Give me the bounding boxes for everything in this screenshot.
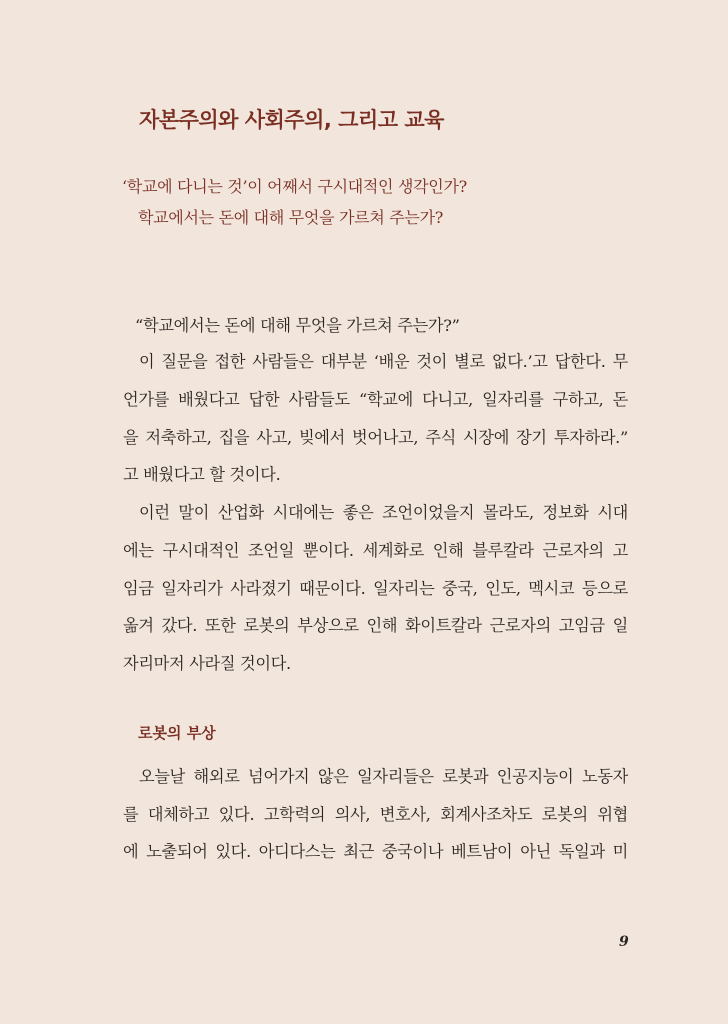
chapter-subtitle-line-1: ‘학교에 다니는 것’이 어째서 구시대적인 생각인가? xyxy=(122,177,467,196)
body-text-line: 을 저축하고, 집을 사고, 빚에서 벗어나고, 주식 시장에 장기 투자하라.” xyxy=(123,428,628,447)
section-text-line: 에 노출되어 있다. 아디다스는 최근 중국이나 베트남이 아닌 독일과 미 xyxy=(123,842,628,861)
section-heading: 로봇의 부상 xyxy=(138,724,216,742)
body-text-line: 이런 말이 산업화 시대에는 좋은 조언이었을지 몰라도, 정보화 시대 xyxy=(139,503,628,522)
body-text-line: 고 배웠다고 할 것이다. xyxy=(123,465,281,484)
body-text-line: 이 질문을 접한 사람들은 대부분 ‘배운 것이 별로 없다.’고 답한다. 무 xyxy=(139,352,628,371)
body-text-line: 에는 구시대적인 조언일 뿐이다. 세계화로 인해 블루칼라 근로자의 고 xyxy=(123,541,628,560)
section-text-line: 를 대체하고 있다. 고학력의 의사, 변호사, 회계사조차도 로봇의 위협 xyxy=(123,805,628,824)
chapter-title: 자본주의와 사회주의, 그리고 교육 xyxy=(139,108,444,132)
chapter-subtitle-line-2: 학교에서는 돈에 대해 무엇을 가르쳐 주는가? xyxy=(138,208,444,227)
body-text-line: 임금 일자리가 사라졌기 때문이다. 일자리는 중국, 인도, 멕시코 등으로 xyxy=(123,579,628,598)
body-text-line: 자리마저 사라질 것이다. xyxy=(123,654,291,673)
body-text-line: 옮겨 갔다. 또한 로봇의 부상으로 인해 화이트칼라 근로자의 고임금 일 xyxy=(123,616,628,635)
section-text-line: 오늘날 해외로 넘어가지 않은 일자리들은 로봇과 인공지능이 노동자 xyxy=(139,767,628,786)
body-text-line: “학교에서는 돈에 대해 무엇을 가르쳐 주는가?” xyxy=(135,316,460,335)
page-number: 9 xyxy=(619,934,629,950)
body-text-line: 언가를 배웠다고 답한 사람들도 “학교에 다니고, 일자리를 구하고, 돈 xyxy=(123,390,628,409)
